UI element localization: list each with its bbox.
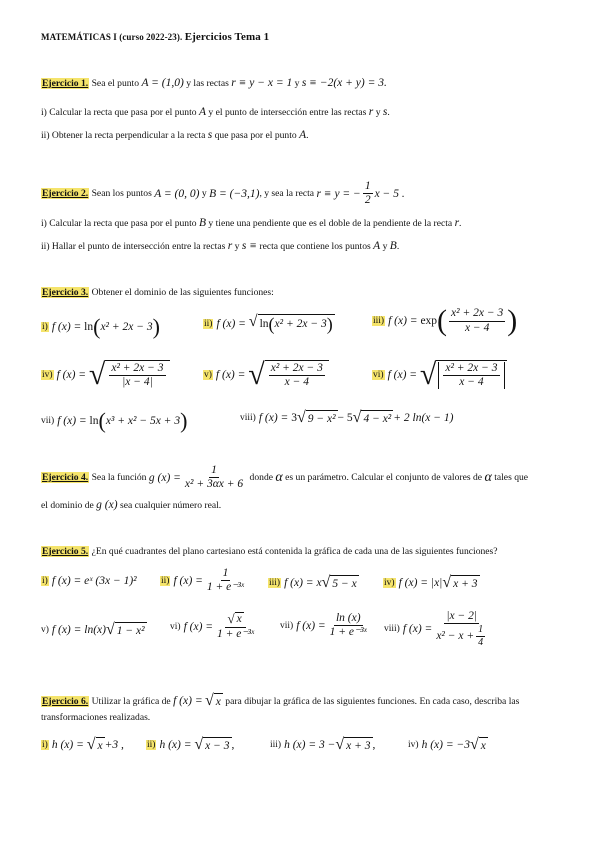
ej6-func-ii: ii) h (x) = √ x − 3 , [147, 736, 235, 753]
ej3-viii-in1: 9 − x² [306, 410, 338, 426]
ej2-ii-and: y [234, 241, 240, 252]
ej6-h2-in: x − 3 [203, 737, 231, 753]
ej6-h4-in: x [479, 737, 488, 753]
ej1-ii-s: s [207, 129, 213, 141]
ej4-line2 [41, 499, 221, 511]
ej2-i-text: i) Calcular la recta que pasa por el punto [41, 218, 197, 229]
ej6-statement: Ejercicio 6. Utilizar la gráfica de f (x) = √ x para dibujar la gráfica de las siguientes funciones. En cada caso, describa las [42, 692, 520, 709]
ej1-point: A = (1,0) [141, 77, 184, 89]
sqrt-symbol: √ ln ( x² + 2x − 3 ) [248, 313, 333, 334]
ej5-func-viii [384, 610, 491, 648]
ej2-mid: , y sea la recta [259, 188, 315, 200]
ej3-quad: x² + 2x − 3 [109, 362, 165, 376]
ej2-line-r-end: x − 5 . [374, 187, 405, 200]
ej4-num: 1 [209, 464, 219, 478]
ej2-intro: Sean los puntos [91, 188, 152, 200]
ej5-fx: f (x) = [296, 619, 326, 632]
ej3-quad: x² + 2x − 3 [449, 307, 505, 321]
ej5-fx: f (x) = [183, 620, 214, 633]
ej6-func-i: i) h (x) = √ x +3 , [42, 736, 124, 753]
ej2-i-text-b: y tiene una pendiente que es el doble de la pendiente de la recta [208, 218, 453, 229]
ej5-func-vi: vi) f (x) = √ x 1 + e⁻³ˣ [170, 611, 255, 641]
ej6-num-iv: iv) [408, 740, 419, 750]
ej1-i-r: r [368, 106, 374, 118]
ej5-num-v: v) [41, 625, 49, 635]
ej2-and: y [201, 188, 207, 200]
ej1-ii-end: . [306, 130, 309, 141]
ej5-den-exp: 1 + e⁻³ˣ [217, 628, 255, 641]
ej5-den-exp: 1 + e⁻³ˣ [206, 581, 245, 594]
ej3-num-i: i) [42, 322, 48, 332]
ej1-i-text: i) Calcular la recta que pasa por el punto [41, 107, 197, 118]
ej2-ii-end: . [396, 241, 400, 252]
ej5-den-exp: 1 + e⁻³ˣ [329, 626, 367, 639]
ej4-statement [41, 464, 528, 491]
page-header [41, 31, 269, 43]
ej6-num-i: i) [42, 740, 48, 750]
ej5-one: 1 [221, 567, 231, 581]
ej3-absden: |x − 4| [122, 376, 153, 388]
ej2-ii-and2: y [382, 241, 388, 252]
ej5-num-ii: ii) [161, 575, 170, 586]
ej1-i-s: s [382, 106, 388, 118]
ej6-h1-end: +3 , [104, 739, 124, 751]
ej2-frac-num: 1 [363, 180, 373, 194]
ej6-num-ii: ii) [147, 740, 156, 750]
ej3-num-viii: viii) [240, 413, 256, 423]
ej1-ii-text: ii) Obtener la recta perpendicular a la recta [41, 130, 206, 141]
ej1-statement [41, 77, 387, 89]
ej3-quad: x² + 2x − 3 [269, 362, 325, 376]
ej2-part-i [41, 217, 461, 229]
ej6-hx: h (x) = [51, 739, 84, 751]
ej6-hx: h (x) = [421, 739, 454, 751]
ej6-fx: f (x) = [173, 695, 203, 707]
ej2-part-ii [41, 240, 399, 252]
ej2-i-r: r [454, 217, 460, 229]
ej6-func-iii: iii) h (x) = 3 − √ x + 3 , [270, 736, 376, 753]
ej3-intro: Obtener el dominio de las siguientes funciones: [91, 287, 274, 298]
ej2-point-A: A = (0, 0) [154, 187, 200, 200]
ej5-num-i: i) [42, 576, 48, 586]
ej4-donde: donde [249, 472, 273, 484]
ej2-frac-den: 2 [364, 194, 371, 207]
ej6-label: Ejercicio 6. [42, 695, 89, 707]
ej3-den: x − 4 [459, 376, 484, 388]
ej5-func-i [41, 575, 137, 587]
header-title: Ejercicios Tema 1 [184, 31, 270, 43]
ej1-intro: Sea el punto [91, 78, 140, 89]
ej4-gx: g (x) [96, 499, 118, 511]
ej2-ii-r: r [227, 240, 233, 252]
ej6-func-iv: iv) h (x) = −3 √ x [408, 736, 486, 753]
ej5-fx: f (x) = [398, 577, 429, 589]
header-prefix: MATEMÁTICAS I (curso 2022-23). [41, 32, 183, 42]
ej3-num-iii: iii) [373, 316, 385, 326]
ej1-part-ii [41, 129, 309, 141]
ej3-fx: f (x) = [56, 369, 87, 381]
ej1-i-and: y [375, 107, 381, 118]
ej3-den: x − 4 [464, 321, 490, 334]
ej5-fx: f (x) = [173, 574, 203, 587]
ej3-cubic: x³ + x² − 5x + 3 [105, 415, 181, 427]
ej5-f3-in: 5 − x [330, 575, 358, 591]
ej5-label: Ejercicio 5. [42, 546, 89, 557]
ej3-exp: exp [420, 315, 438, 327]
ej5-fx: f (x) = [51, 624, 82, 636]
sqrt-symbol: √ $\frac{\text{x² + 2x − 3}}{x - 4}$ [248, 360, 329, 390]
ej3-num-vi: vi) [373, 370, 384, 380]
ej3-fx: f (x) = [216, 317, 246, 330]
ej5-f1: eˣ (3x − 1)² [84, 575, 137, 587]
ej1-intro-b: y las rectas [186, 78, 229, 89]
ej5-fx: f (x) = [284, 577, 314, 589]
ej1-i-A: A [198, 106, 207, 118]
ej5-lnx: ln (x) [334, 612, 363, 626]
ej1-part-i [41, 106, 390, 118]
ej1-i-end: . [387, 107, 390, 118]
ej2-statement [41, 180, 405, 207]
ej4-alpha2: α [484, 469, 492, 485]
ej5-func-iv: iv) f (x) = |x| √ x + 3 [384, 574, 478, 591]
ej5-f5-a: ln(x) [84, 624, 106, 636]
ej4-text: es un parámetro. Calcular el conjunto de valores de [285, 472, 483, 484]
ej3-quad: x² + 2x − 3 [274, 318, 327, 330]
ej3-func-v [203, 360, 329, 390]
ej1-ii-text-b: que pasa por el punto [214, 130, 297, 141]
ej6-num-iii: iii) [270, 740, 282, 750]
ej6-h3-end: , [372, 739, 376, 751]
ej4-line2-end: sea cualquier número real. [119, 500, 222, 511]
ej2-point-B: B = (−3,1) [209, 187, 260, 200]
ej5-intro: ¿En qué cuadrantes del plano cartesiano está contenida la gráfica de cada una de las siguientes funciones? [91, 546, 498, 557]
ej1-line-s: s ≡ −2(x + y) = 3. [301, 77, 387, 89]
ej6-line2-text: transformaciones realizadas. [41, 712, 151, 723]
ej5-fx: f (x) = [402, 623, 433, 636]
ej2-ii-text-b: recta que contiene los puntos [259, 241, 371, 252]
ej6-hx: h (x) = [284, 739, 317, 751]
ej3-ln: ln [84, 321, 94, 333]
ej3-ln: ln [259, 318, 269, 330]
ej3-label: Ejercicio 3. [42, 287, 89, 298]
ej6-h1-x: x [96, 737, 105, 753]
ej3-func-ii [203, 314, 335, 333]
ej3-fx: f (x) = [215, 369, 246, 381]
ej4-alpha: α [275, 469, 283, 485]
ej6-hx: h (x) = [159, 739, 192, 751]
ej1-label: Ejercicio 1. [42, 78, 89, 89]
ej6-h3-a: 3 − [319, 739, 336, 751]
ej3-quad: x² + 2x − 3 [100, 321, 153, 333]
ej6-h3-in: x + 3 [344, 737, 372, 753]
sqrt-symbol: √ $\frac{\text{x² + 2x − 3}}{x - 4}$ [420, 360, 507, 390]
ej1-i-text-b: y el punto de intersección entre las rectas [208, 107, 367, 118]
ej3-num-ii: ii) [204, 318, 213, 329]
ej3-func-viii: viii) f (x) = 3 √ 9 − x² − 5 √ 4 − x² + 2 ln(x − 1) [240, 409, 454, 426]
ej3-viii-a: 3 [291, 412, 297, 424]
ej3-num-vii: vii) [41, 416, 55, 426]
ej4-tales: tales que [494, 472, 529, 484]
ej3-viii-c: + 2 ln(x − 1) [393, 412, 454, 424]
ej2-ii-s: s ≡ [241, 240, 257, 252]
ej6-h4-a: −3 [456, 739, 470, 751]
ej1-and: y [294, 78, 300, 89]
ej5-f8-den-a: x² − x + [436, 629, 475, 642]
ej3-den: x − 4 [284, 376, 310, 388]
ej5-num-vii: vii) [280, 620, 294, 631]
ej5-f4-in: x + 3 [451, 575, 479, 591]
ej5-func-v: v) f (x) = ln(x) √ 1 − x² [41, 621, 145, 638]
ej1-line-r: r ≡ y − x = 1 [231, 77, 293, 89]
ej5-f3-a: x [316, 577, 322, 589]
ej5-func-ii [160, 567, 248, 594]
ej5-absx2: |x − 2| [444, 610, 479, 624]
ej3-func-vii: vii) f (x) = ln ( x³ + x² − 5x + 3 ) [41, 408, 188, 433]
ej3-func-vi [372, 360, 507, 390]
ej2-fraction [363, 180, 373, 207]
ej4-g: g (x) = [148, 471, 181, 484]
ej6-intro-b: para dibujar la gráfica de las siguientes funciones. En cada caso, describa las [225, 695, 520, 707]
ej5-f4-a: |x| [430, 577, 443, 589]
ej1-ii-A: A [299, 129, 307, 141]
ej2-i-B: B [198, 217, 207, 229]
ej5-num-viii: viii) [384, 624, 400, 635]
ej5-fx: f (x) = [51, 575, 82, 587]
ej5-f8-den-n: 1 [478, 624, 484, 636]
ej5-func-vii [280, 612, 371, 639]
ej2-ii-A: A [373, 240, 381, 252]
ej5-statement [41, 546, 498, 557]
ej5-num-iv: iv) [384, 578, 395, 588]
ej4-den: x² + 3αx + 6 [184, 478, 244, 491]
ej6-line2 [41, 712, 150, 723]
ej3-statement [41, 287, 274, 298]
ej3-func-iii: iii) f (x) = exp ( $\frac{\text{x² + 2x − 3}}{x - 4}$ ) [373, 304, 518, 337]
ej6-intro-a: Utilizar la gráfica de [91, 695, 171, 707]
ej2-ii-text: ii) Hallar el punto de intersección entre la rectas [41, 241, 226, 252]
ej3-fx: f (x) = [258, 412, 289, 424]
sqrt-symbol: √ $\frac{\text{x² + 2x − 3}}{|x - 4|}$ [89, 360, 170, 390]
ej3-fx: f (x) = [51, 321, 82, 333]
ej3-quad: x² + 2x − 3 [443, 362, 499, 376]
ej3-viii-b: − 5 [337, 412, 353, 424]
ej3-func-iv [41, 360, 170, 390]
ej4-label: Ejercicio 4. [42, 472, 89, 484]
ej5-f8-den-d: 4 [478, 636, 484, 648]
ej6-h2-end: , [231, 739, 235, 751]
ej4-line2-a: el dominio de [41, 500, 94, 511]
ej2-line-r: r ≡ y = − [316, 187, 361, 200]
ej2-i-end: . [459, 218, 462, 229]
ej6-x: x [214, 693, 223, 709]
ej3-ln: ln [89, 415, 99, 427]
ej5-num-vi: vi) [170, 621, 181, 632]
ej3-viii-in2: 4 − x² [361, 410, 393, 426]
ej3-func-i: i) f (x) = ln ( x² + 2x − 3 ) [42, 314, 160, 339]
ej5-num-iii: iii) [269, 578, 281, 588]
ej2-label: Ejercicio 2. [42, 188, 89, 200]
ej2-ii-B: B [389, 240, 397, 252]
ej3-fx: f (x) = [387, 369, 418, 381]
ej5-sqrtx: x [236, 613, 242, 625]
ej3-fx: f (x) = [57, 415, 87, 427]
ej4-intro: Sea la función [91, 472, 147, 484]
ej3-fx: f (x) = [388, 315, 418, 327]
ej5-f5-in: 1 − x² [115, 622, 147, 638]
ej3-num-iv: iv) [42, 370, 53, 380]
ej5-func-iii: iii) f (x) = x √ 5 − x [269, 574, 357, 591]
ej3-num-v: v) [204, 370, 212, 380]
